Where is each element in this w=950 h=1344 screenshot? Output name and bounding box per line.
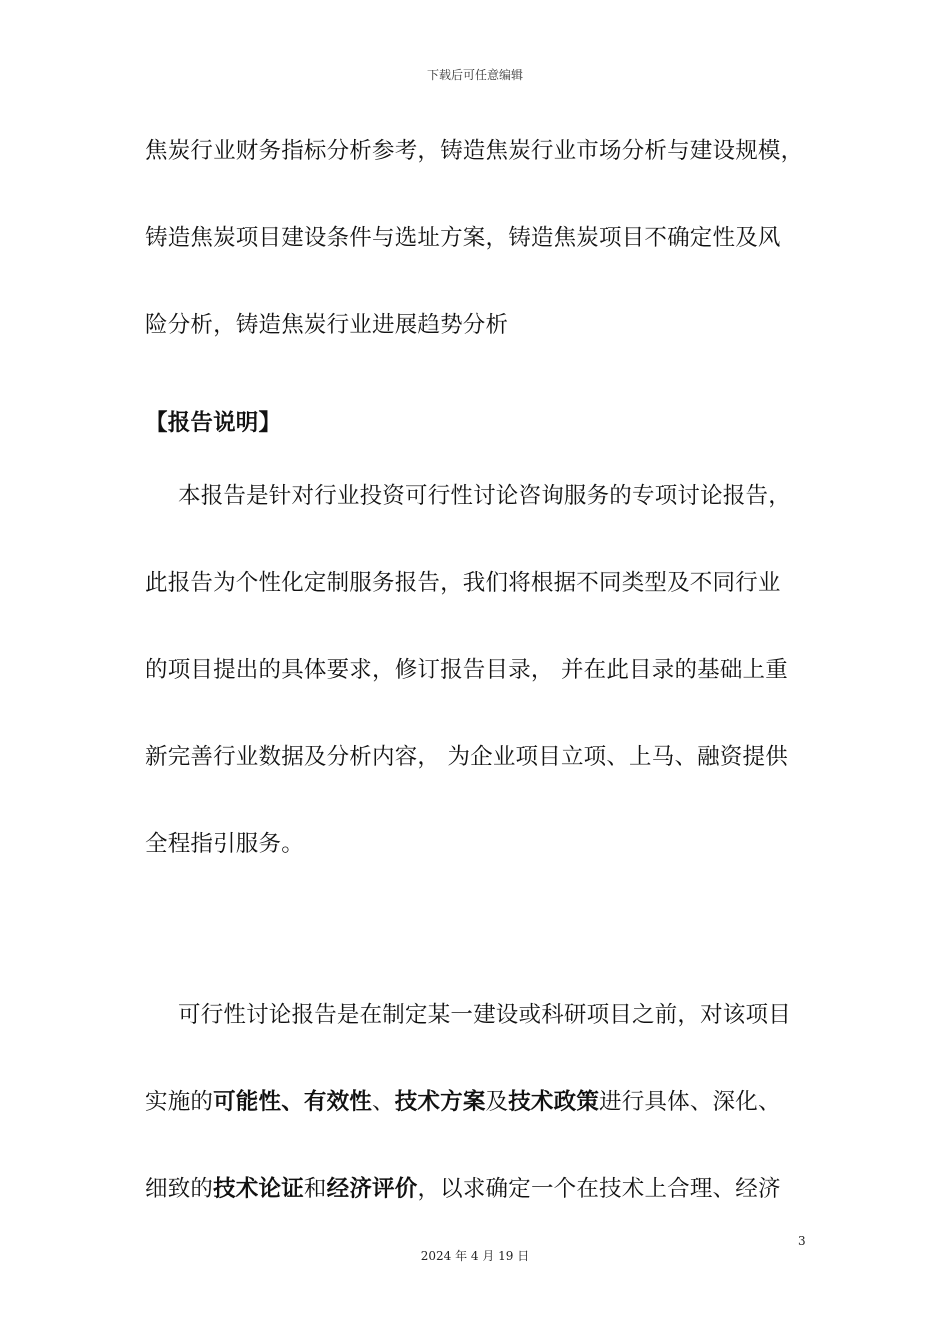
bold-term: 技术方案: [394, 1089, 486, 1115]
text-run: 细致的: [145, 1176, 214, 1202]
bold-term: 技术政策: [508, 1089, 600, 1115]
text-run: 及: [485, 1089, 509, 1115]
text-line: 新完善行业数据及分析内容， 为企业项目立项、上马、融资提供: [145, 744, 788, 770]
text-line: 铸造焦炭项目建设条件与选址方案，铸造焦炭项目不确定性及风: [145, 225, 781, 251]
footer-date: 2024 年 4 月 19 日: [420, 1249, 530, 1263]
text-run: 实施的: [145, 1089, 214, 1115]
text-line-mixed: [145, 1086, 815, 1118]
text-line: 此报告为个性化定制服务报告，我们将根据不同类型及不同行业: [145, 570, 781, 596]
page-number: 3: [798, 1234, 806, 1248]
text-line: 险分析，铸造焦炭行业进展趋势分析: [145, 312, 509, 338]
bold-term: 经济评价: [326, 1176, 418, 1202]
text-run: 进行具体、深化、: [599, 1089, 781, 1115]
text-line: 焦炭行业财务指标分析参考，铸造焦炭行业市场分析与建设规模，: [145, 138, 804, 164]
text-run: 和: [303, 1176, 327, 1202]
text-line: 可行性讨论报告是在制定某一建设或科研项目之前，对该项目: [178, 1002, 791, 1028]
text-line-mixed: [145, 1173, 815, 1205]
page-header: 下载后可任意编辑: [426, 68, 523, 82]
text-line: 本报告是针对行业投资可行性讨论咨询服务的专项讨论报告，: [178, 483, 791, 509]
text-run: 、: [372, 1089, 395, 1115]
text-line: 的项目提出的具体要求，修订报告目录， 并在此目录的基础上重: [145, 657, 788, 683]
bold-term: 可能性、有效性: [213, 1089, 373, 1115]
bold-term: 技术论证: [213, 1176, 304, 1202]
text-run: ，以求确定一个在技术上合理、经济: [417, 1176, 781, 1202]
text-line: 全程指引服务。: [145, 831, 304, 857]
section-heading: 【报告说明】: [145, 410, 282, 436]
